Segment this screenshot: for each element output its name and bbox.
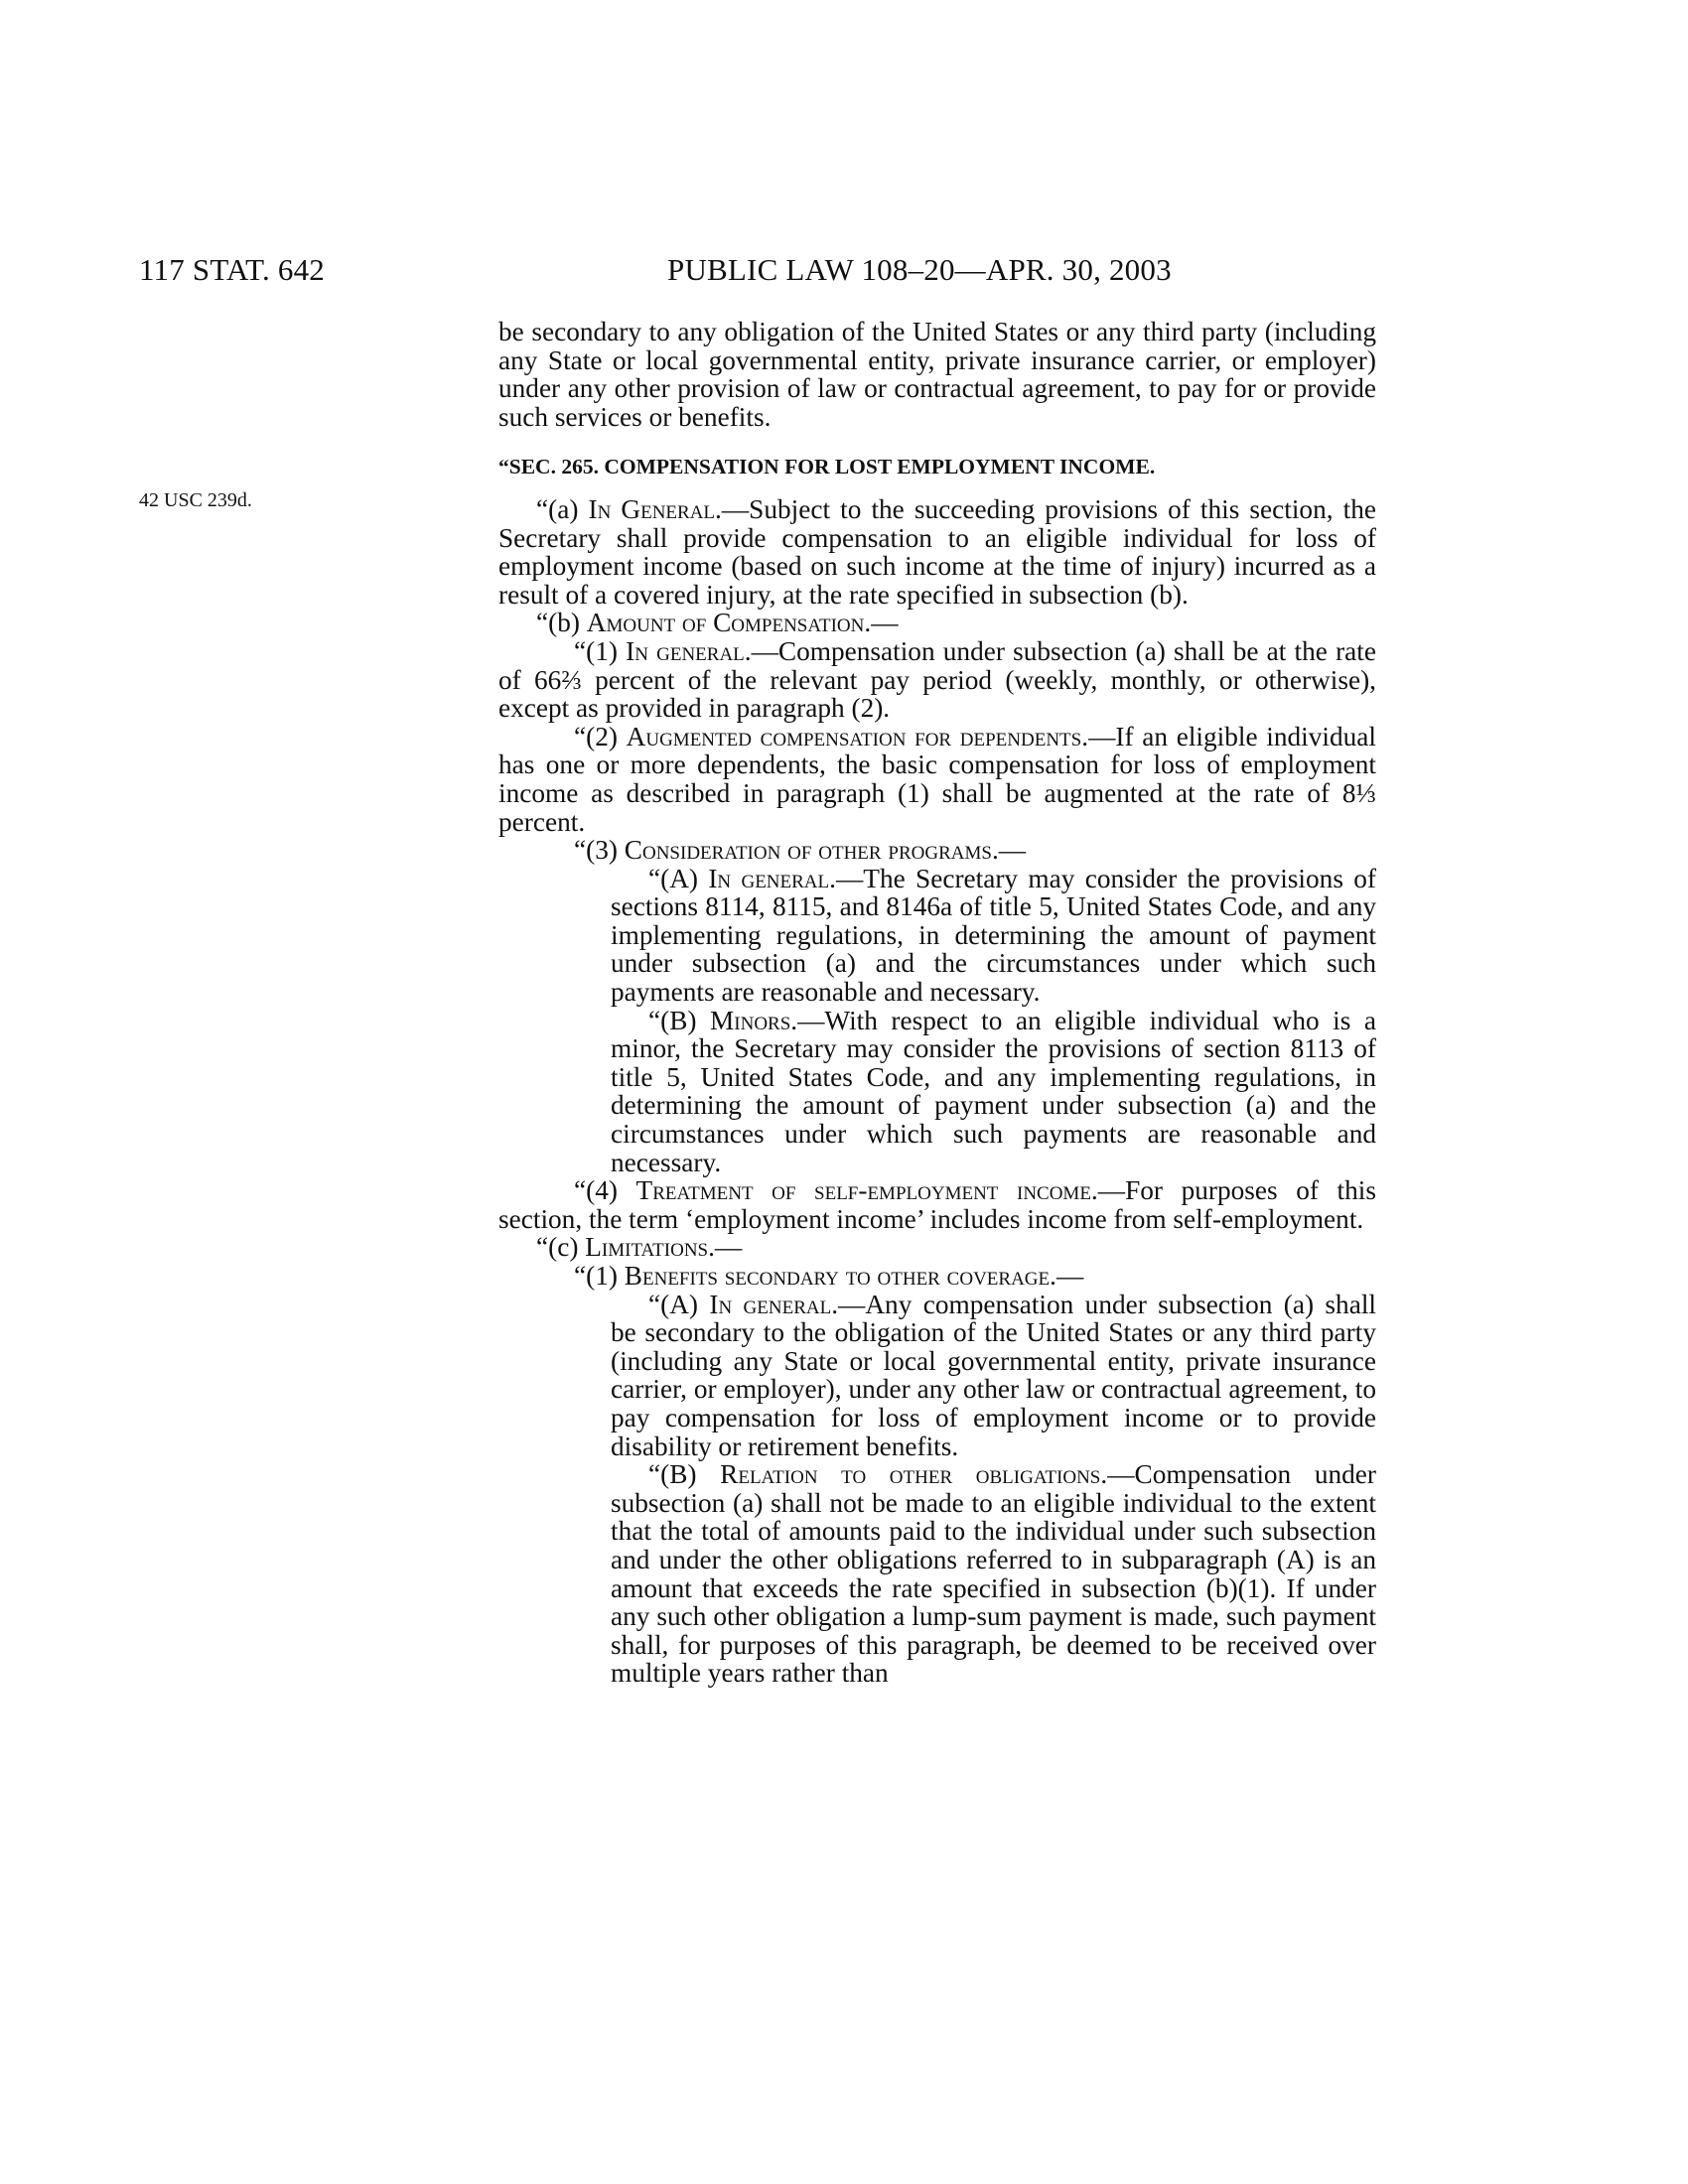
paragraph-b-2-heading: Augmented compensation for dependents. <box>626 721 1089 751</box>
subparagraph-b-3-B-heading: Minors. <box>710 1005 798 1035</box>
paragraph-b-3-heading: Consideration of other programs. <box>624 835 999 866</box>
paragraph-b-4-heading: Treatment of self-employment income. <box>635 1175 1098 1206</box>
subparagraph-b-3-B: “(B) Minors.—With respect to an eligible individual who is a minor, the Secretary may consider the provisions of section 8113 of title 5, United States Code, and any implementing regulations, in determining the amount of payment under subsection (a) and the circumstances under which such payments are reasonable and necessary. <box>611 1005 1376 1177</box>
paragraph-b-3: “(3) Consideration of other programs.— <box>574 835 1027 866</box>
continued-paragraph: be secondary to any obligation of the United States or any third party (including any State or local governmental entity, private insurance carrier, or employer) under any other provision of law or contractual agreement, to pay for or provide such services or benefits. <box>498 317 1376 432</box>
subsection-b: “(b) Amount of Compensation.— <box>536 608 899 638</box>
margin-citation: 42 USC 239d. <box>139 489 252 511</box>
paragraph-c-1-heading: Benefits secondary to other coverage. <box>624 1261 1056 1291</box>
subparagraph-c-1-A-heading: In general. <box>709 1289 839 1319</box>
running-header: PUBLIC LAW 108–20—APR. 30, 2003 <box>667 252 1172 287</box>
paragraph-b-1: “(1) In general.—Compensation under subsection (a) shall be at the rate of 66⅔ percent of the relevant pay period (weekly, monthly, or otherwise), except as provided in paragraph (2). <box>498 635 1376 724</box>
subsection-c-heading: Limitations. <box>585 1232 715 1263</box>
page-reference: 117 STAT. 642 <box>139 252 325 287</box>
subparagraph-c-1-A: “(A) In general.—Any compensation under subsection (a) shall be secondary to the obligation of the United States or any third party (including any State or local governmental entity, private insurance carrier, or employer), under any other law or contractual agreement, to pay compensation for loss of employment income or to provide disability or retirement benefits. <box>611 1289 1376 1461</box>
section-heading: “SEC. 265. COMPENSATION FOR LOST EMPLOYMENT INCOME. <box>498 455 1156 479</box>
paragraph-c-1: “(1) Benefits secondary to other coverage.— <box>574 1261 1084 1291</box>
paragraph-b-2: “(2) Augmented compensation for dependents.—If an eligible individual has one or more dependents, the basic compensation for loss of employment income as described in paragraph (1) shall be augmented at the rate of 8⅓ percent. <box>498 721 1376 837</box>
statute-body <box>498 318 1376 1688</box>
subsection-c: “(c) Limitations.— <box>536 1232 743 1263</box>
subparagraph-c-1-B-heading: Relation to other obligations. <box>720 1459 1108 1490</box>
subparagraph-b-3-A-heading: In general. <box>708 863 836 893</box>
paragraph-b-1-heading: In general. <box>626 635 752 666</box>
subparagraph-c-1-B: “(B) Relation to other obligations.—Compensation under subsection (a) shall not be made to an eligible individual to the extent that the total of amounts paid to the individual under such subsection and under the other obligations referred to in subparagraph (A) is an amount that exceeds the rate specified in subsection (b)(1). If under any such other obligation a lump-sum payment is made, such payment shall, for purposes of this paragraph, be deemed to be received over multiple years rather than <box>611 1459 1376 1689</box>
subsection-a: “(a) In General.—Subject to the succeeding provisions of this section, the Secretary shall provide compensation to an eligible individual for loss of employment income (based on such income at the time of injury) incurred as a result of a covered injury, at the rate specified in subsection (b). <box>498 493 1376 610</box>
subsection-a-heading: In General. <box>588 493 722 524</box>
paragraph-b-4: “(4) Treatment of self-employment income.—For purposes of this section, the term ‘employment income’ includes income from self-employment. <box>498 1175 1376 1234</box>
subparagraph-b-3-A: “(A) In general.—The Secretary may consider the provisions of sections 8114, 8115, and 8146a of title 5, United States Code, and any implementing regulations, in determining the amount of payment under subsection (a) and the circumstances under which such payments are reasonable and necessary. <box>611 863 1376 1008</box>
subsection-b-heading: Amount of Compensation. <box>586 608 872 638</box>
